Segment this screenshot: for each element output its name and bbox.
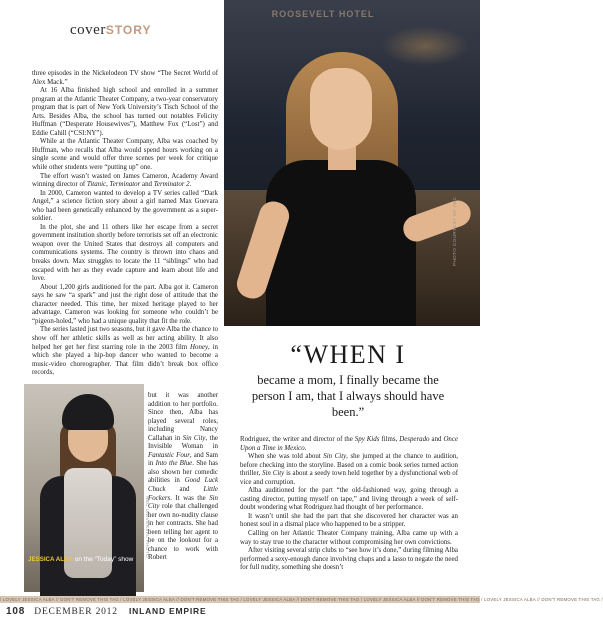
photo-caption (28, 556, 140, 564)
article-wrap-text (148, 392, 218, 563)
article-column-right (240, 436, 458, 573)
photo-credit-main: PHOTO COURTESY OF ABC (452, 196, 457, 266)
article-paragraph: In 2000, Cameron wanted to develop a TV series called “Dark Angel,” a science fiction story about a girl named Max Guevara who had been genetically enhanced by the government as a super-soldier. (32, 189, 218, 223)
publication-name: INLAND EMPIRE (128, 606, 207, 616)
caption-text: on the “Today” show (74, 556, 134, 563)
secondary-subject-hat (62, 394, 114, 430)
pull-quote (240, 340, 456, 420)
main-photo (224, 0, 480, 326)
issue-date: DECEMBER 2012 (34, 607, 118, 617)
pull-quote-body: became a mom, I finally became the person I am, that I always should have been.” (251, 373, 445, 419)
article-paragraph: When she was told about Sin City, she jumped at the chance to audition, before checking into the storyline. Based on a comic book series turned action thriller, Sin City is about a seedy town held together by a dysfunctional web of vice and corruption. (240, 453, 459, 486)
ticker-strip (0, 596, 603, 603)
article-paragraph: In the plot, she and 11 others like her escape from a secret government institution shortly before terrorists set off an electronic weapon over the United States that destroys all computers and communications systems. The country is thrown into chaos and breaks down. Max struggles to locate the 11 “siblings” who had escaped with her as they evade capture and learn about life and love. (32, 223, 218, 283)
caption-name: JESSICA ALBA (28, 556, 73, 563)
article-paragraph: It wasn’t until she had the part that she discovered her character was an honest soul in a dismal place who happened to be a stripper. (240, 512, 458, 529)
article-paragraph: While at the Atlantic Theater Company, Alba was coached by Huffman, who recalls that Alba would spend hours working on a single scene and would offer three scenes per week for critique while other students were “putting up” one. (32, 138, 218, 172)
article-paragraph: three episodes in the Nickelodeon TV show “The Secret World of Alex Mack.” (32, 70, 218, 86)
article-paragraph: The series lasted just two seasons, but it gave Alba the chance to show off her athletic skills as well as her acting ability. It also helped her get her first starring role in the 2003 film Honey, in which she played a hip-hop dancer who wanted to become a music-video choreographer. That film didn’t break box office records, (32, 326, 218, 377)
article-paragraph: but it was another addition to her portfolio. Since then, Alba has played several roles, including Nancy Callahan in Sin City, the Invisible Woman in Fantastic Four, and Sam in Into the Blue. She has also shown her comedic abilities in Good Luck Chuck and Little Fockers. It was the Sin City role that challenged her own no-nudity clause in her contracts. She had been telling her agent to be on the lookout for a chance to work with Robert (148, 392, 219, 562)
subject-face (310, 68, 372, 150)
ticker-text: / LOVELY JESSICA ALBA // DON'T REMOVE THIS TAG / LOVELY JESSICA ALBA // DON'T REMOVE THIS TAG / LOVELY JESSICA ALBA // DON'T REMOVE THIS TAG / LOVELY JESSICA ALBA // DON'T REMOVE THIS TAG / LOVELY JESSICA ALBA // DON'T REMOVE THIS TAG / (0, 597, 603, 602)
article-paragraph: At 16 Alba finished high school and enrolled in a summer program at the Atlantic Theater Company, a two-year conservatory program that is part of New York University’s Tisch School of the Arts. Besides Alba, the school has turned out notables Felicity Huffman (“Desperate Housewives”), Matthew Fox (“Lost”) and Eddie Cahill (“CSI:NY”). (32, 87, 218, 137)
subject-dress (266, 160, 416, 326)
article-paragraph: About 1,200 girls auditioned for the part. Alba got it. Cameron says he saw “a spark” and just the right dose of attitude that the character needed. This time, her mixed heritage played to her advantage. Cameron was looking for someone who couldn’t be “pigeon-holed,” who had a unique quality that fit the role. (32, 283, 218, 325)
article-paragraph: After visiting several strip clubs to “see how it’s done,” during filming Alba performed a sexy-enough dance involving chaps and a lasso to negate the need for full nudity, something she doesn’t (240, 547, 458, 572)
studio-sign: ROOSEVELT HOTEL (271, 9, 375, 19)
secondary-photo (24, 384, 144, 592)
section-header (70, 22, 152, 39)
article-paragraph: Alba auditioned for the part “the old-fashioned way, going through a casting director, putting myself on tape,” and living through a week of self-doubt wondering what Rodriguez had thought of her performance. (240, 487, 458, 512)
article-column-left (32, 70, 218, 378)
section-label-story: STORY (105, 23, 152, 37)
photo-credit-secondary: NBC UNIVERSAL PHOTO (145, 496, 150, 558)
article-paragraph: The effort wasn’t wasted on James Cameron, Academy Award winning director of Titanic, Terminator and Terminator 2. (32, 172, 218, 189)
article-paragraph: Calling on her Atlantic Theater Company training, Alba came up with a way to stay true to the character without compromising her own convictions. (240, 530, 458, 546)
article-paragraph: Rodriguez, the writer and director of the Spy Kids films, Desperado and Once Upon a Time in Mexico. (240, 436, 458, 452)
pull-quote-lead: “WHEN I (290, 340, 406, 369)
section-label-cover: cover (70, 22, 106, 38)
page-number: 108 (6, 606, 26, 617)
page-footer (6, 606, 206, 617)
